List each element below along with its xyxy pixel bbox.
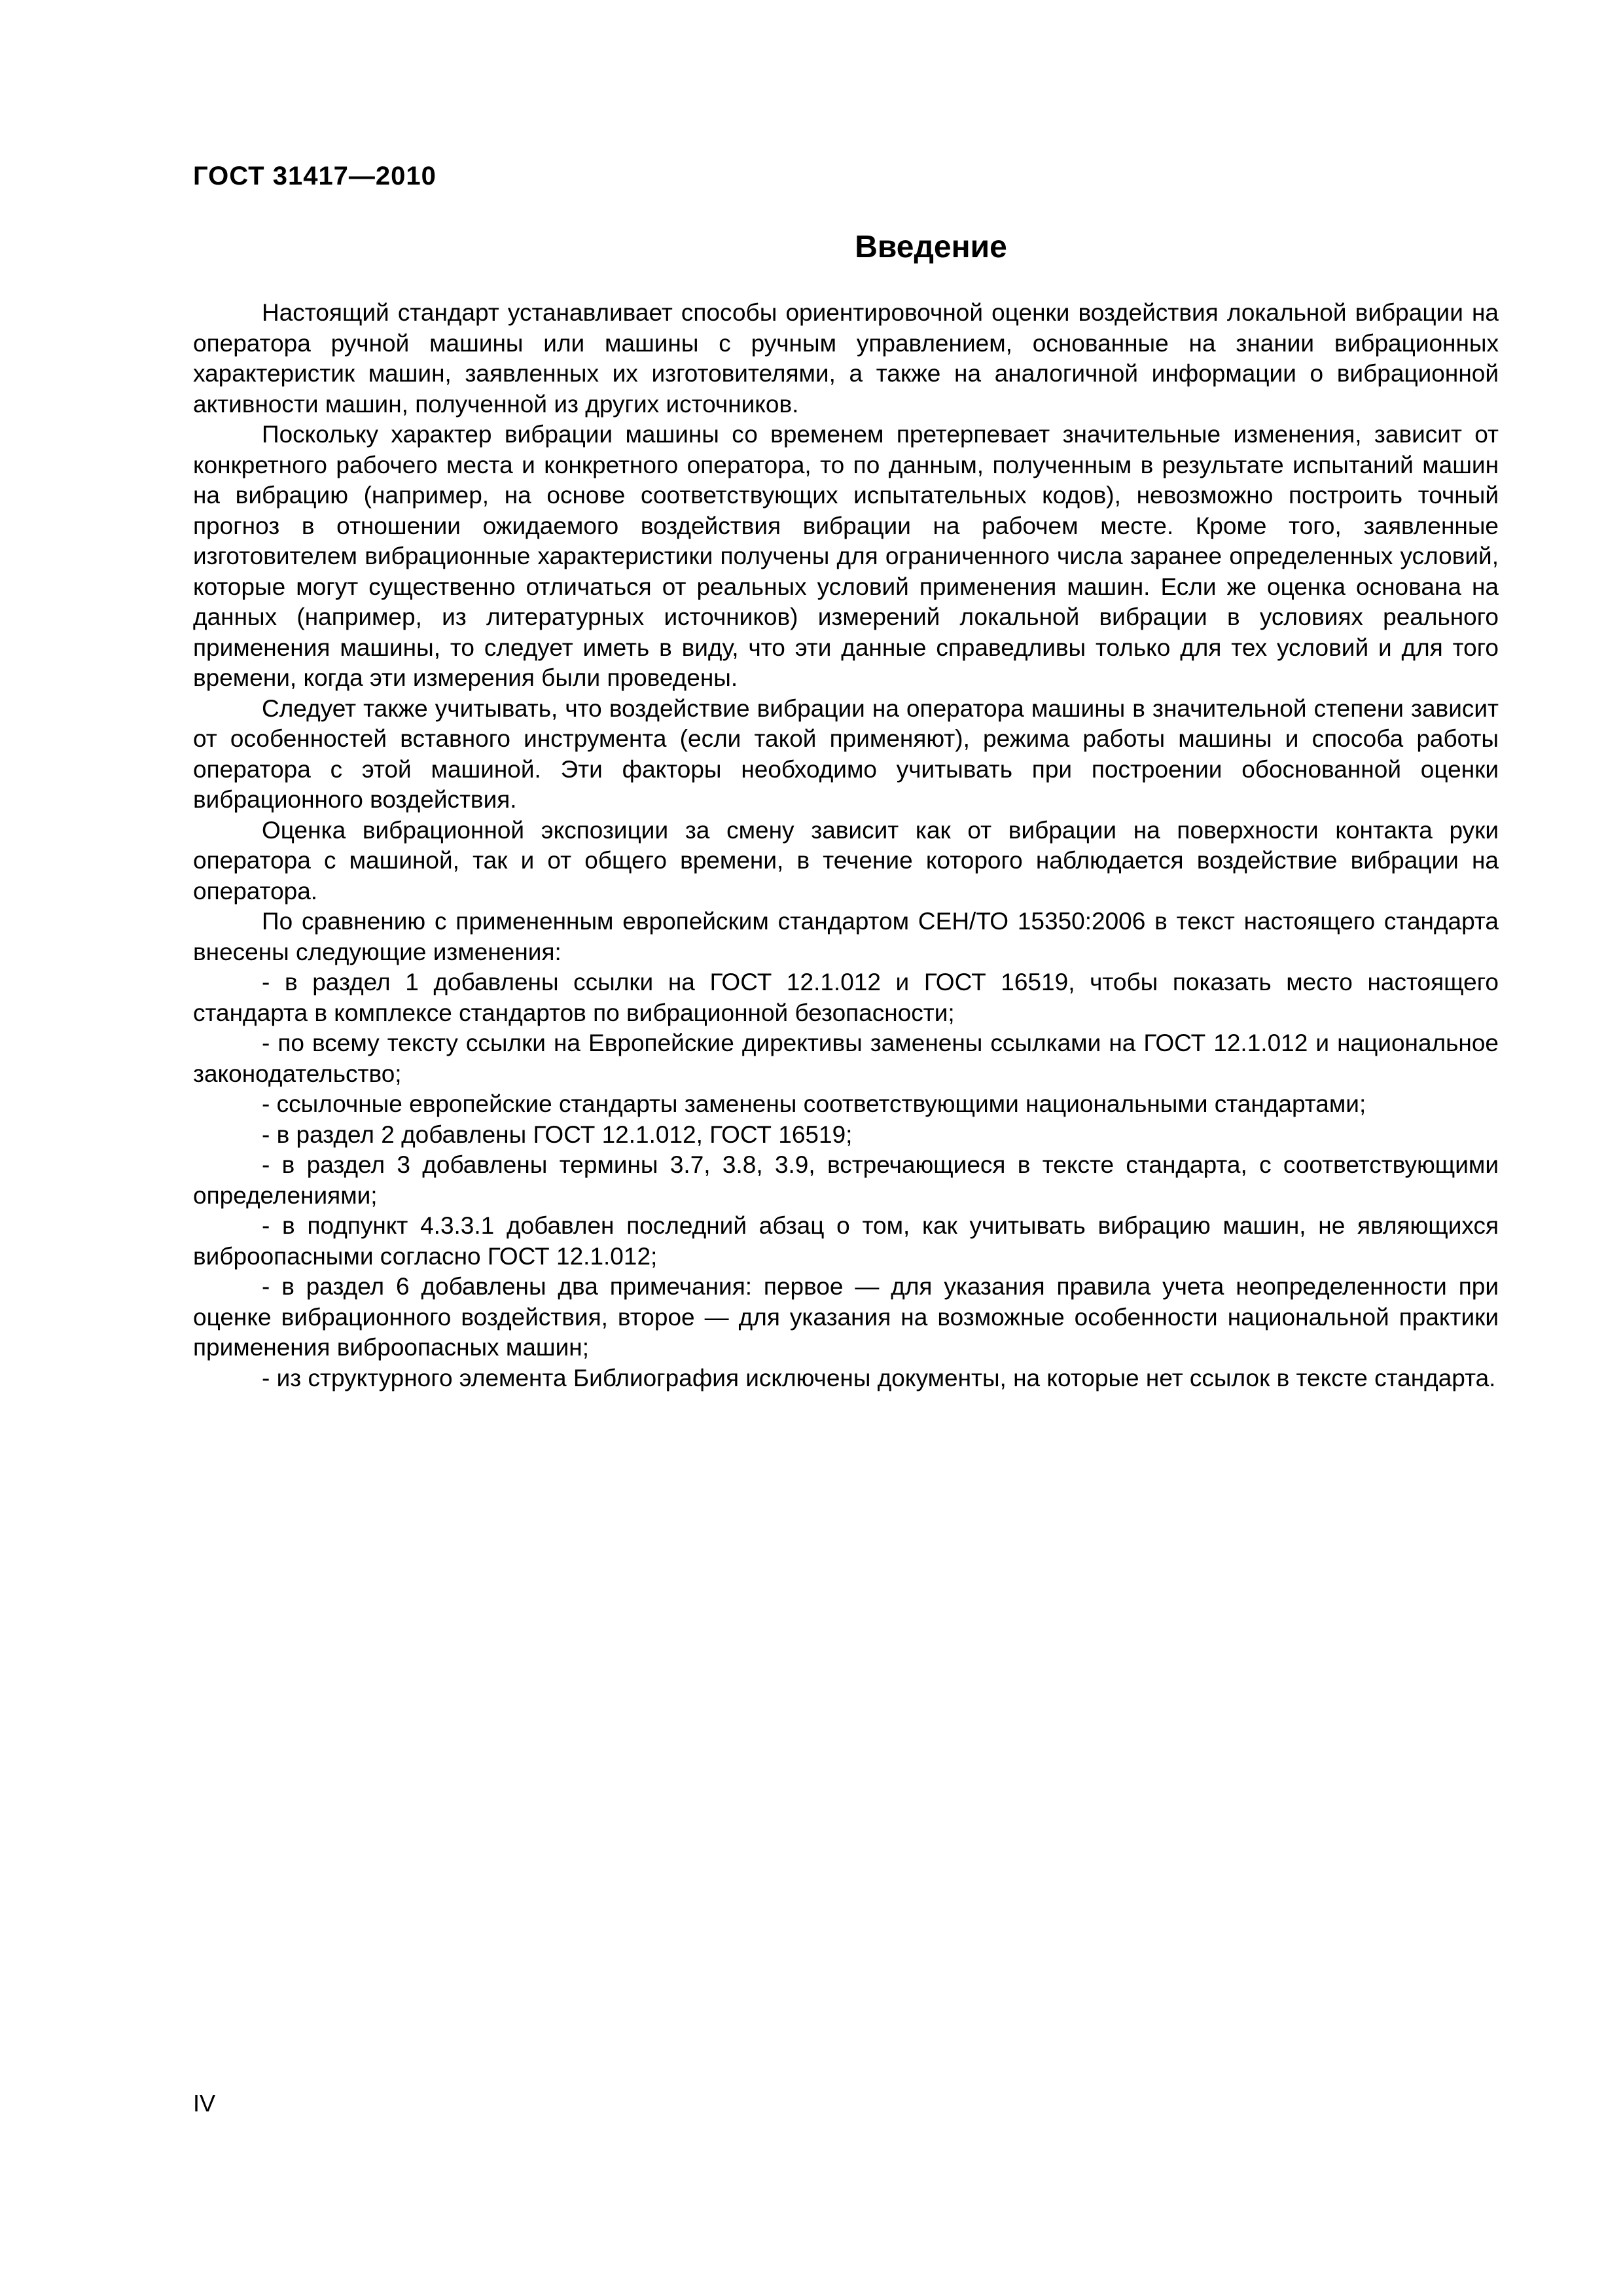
list-item: - ссылочные европейские стандарты заменены соответствующими национальными стандартами; xyxy=(262,1090,1366,1117)
page-number: IV xyxy=(193,2090,216,2117)
paragraph: Настоящий стандарт устанавливает способы ориентировочной оценки воздействия локальной вибрации на оператора ручной машины или машины с ручным управлением, основанные на знании вибрационных характеристик машин, заявленных их изготовителями, а также на аналогичной информации о вибрационной активности машин, полученной из других источников. xyxy=(193,299,1499,418)
list-item: - в раздел 3 добавлены термины 3.7, 3.8, 3.9, встречающиеся в тексте стандарта, с соответствующими определениями; xyxy=(193,1151,1499,1209)
paragraph: Оценка вибрационной экспозиции за смену зависит как от вибрации на поверхности контакта руки оператора с машиной, так и от общего времени, в течение которого наблюдается воздействие вибрации на оператора. xyxy=(193,816,1499,905)
document-code: ГОСТ 31417—2010 xyxy=(193,162,437,190)
paragraph: По сравнению с примененным европейским стандартом СЕН/ТО 15350:2006 в текст настоящего стандарта внесены следующие изменения: xyxy=(193,908,1499,965)
list-item: - в раздел 6 добавлены два примечания: первое — для указания правила учета неопределенности при оценке вибрационного воздействия, второе — для указания на возможные особенности национальной практики применения виброопасных машин; xyxy=(193,1273,1499,1361)
list-item: - в раздел 2 добавлены ГОСТ 12.1.012, ГОСТ 16519; xyxy=(262,1121,853,1148)
list-item: - в подпункт 4.3.3.1 добавлен последний абзац о том, как учитывать вибрацию машин, не являющихся виброопасными согласно ГОСТ 12.1.012; xyxy=(193,1212,1499,1270)
list-item: - из структурного элемента Библиография исключены документы, на которые нет ссылок в тексте стандарта. xyxy=(262,1364,1496,1391)
list-item: - в раздел 1 добавлены ссылки на ГОСТ 12.1.012 и ГОСТ 16519, чтобы показать место настоящего стандарта в комплексе стандартов по вибрационной безопасности; xyxy=(193,969,1499,1026)
paragraph: Следует также учитывать, что воздействие вибрации на оператора машины в значительной степени зависит от особенностей вставного инструмента (если такой применяют), режима работы машины и способа работы оператора с этой машиной. Эти факторы необходимо учитывать при построении обоснованной оценки вибрационного воздействия. xyxy=(193,694,1499,813)
paragraph: Поскольку характер вибрации машины со временем претерпевает значительные изменения, зависит от конкретного рабочего места и конкретного оператора, то по данным, полученным в результате испытаний машин на вибрацию (например, на основе соответствующих испытательных кодов), невозможно построить точный прогноз в отношении ожидаемого воздействия вибрации на рабочем месте. Кроме того, заявленные изготовителем вибрационные характеристики получены для ограниченного числа заранее определенных условий, которые могут существенно отличаться от реальных условий применения машин. Если же оценка основана на данных (например, из литературных источников) измерений локальной вибрации в условиях реального применения машины, то следует иметь в виду, что эти данные справедливы только для тех условий и для того времени, когда эти измерения были проведены. xyxy=(193,421,1499,691)
introduction-body xyxy=(193,298,1499,1393)
section-title: Введение xyxy=(855,230,1007,264)
list-item: - по всему тексту ссылки на Европейские директивы заменены ссылками на ГОСТ 12.1.012 и национальное законодательство; xyxy=(193,1030,1499,1087)
